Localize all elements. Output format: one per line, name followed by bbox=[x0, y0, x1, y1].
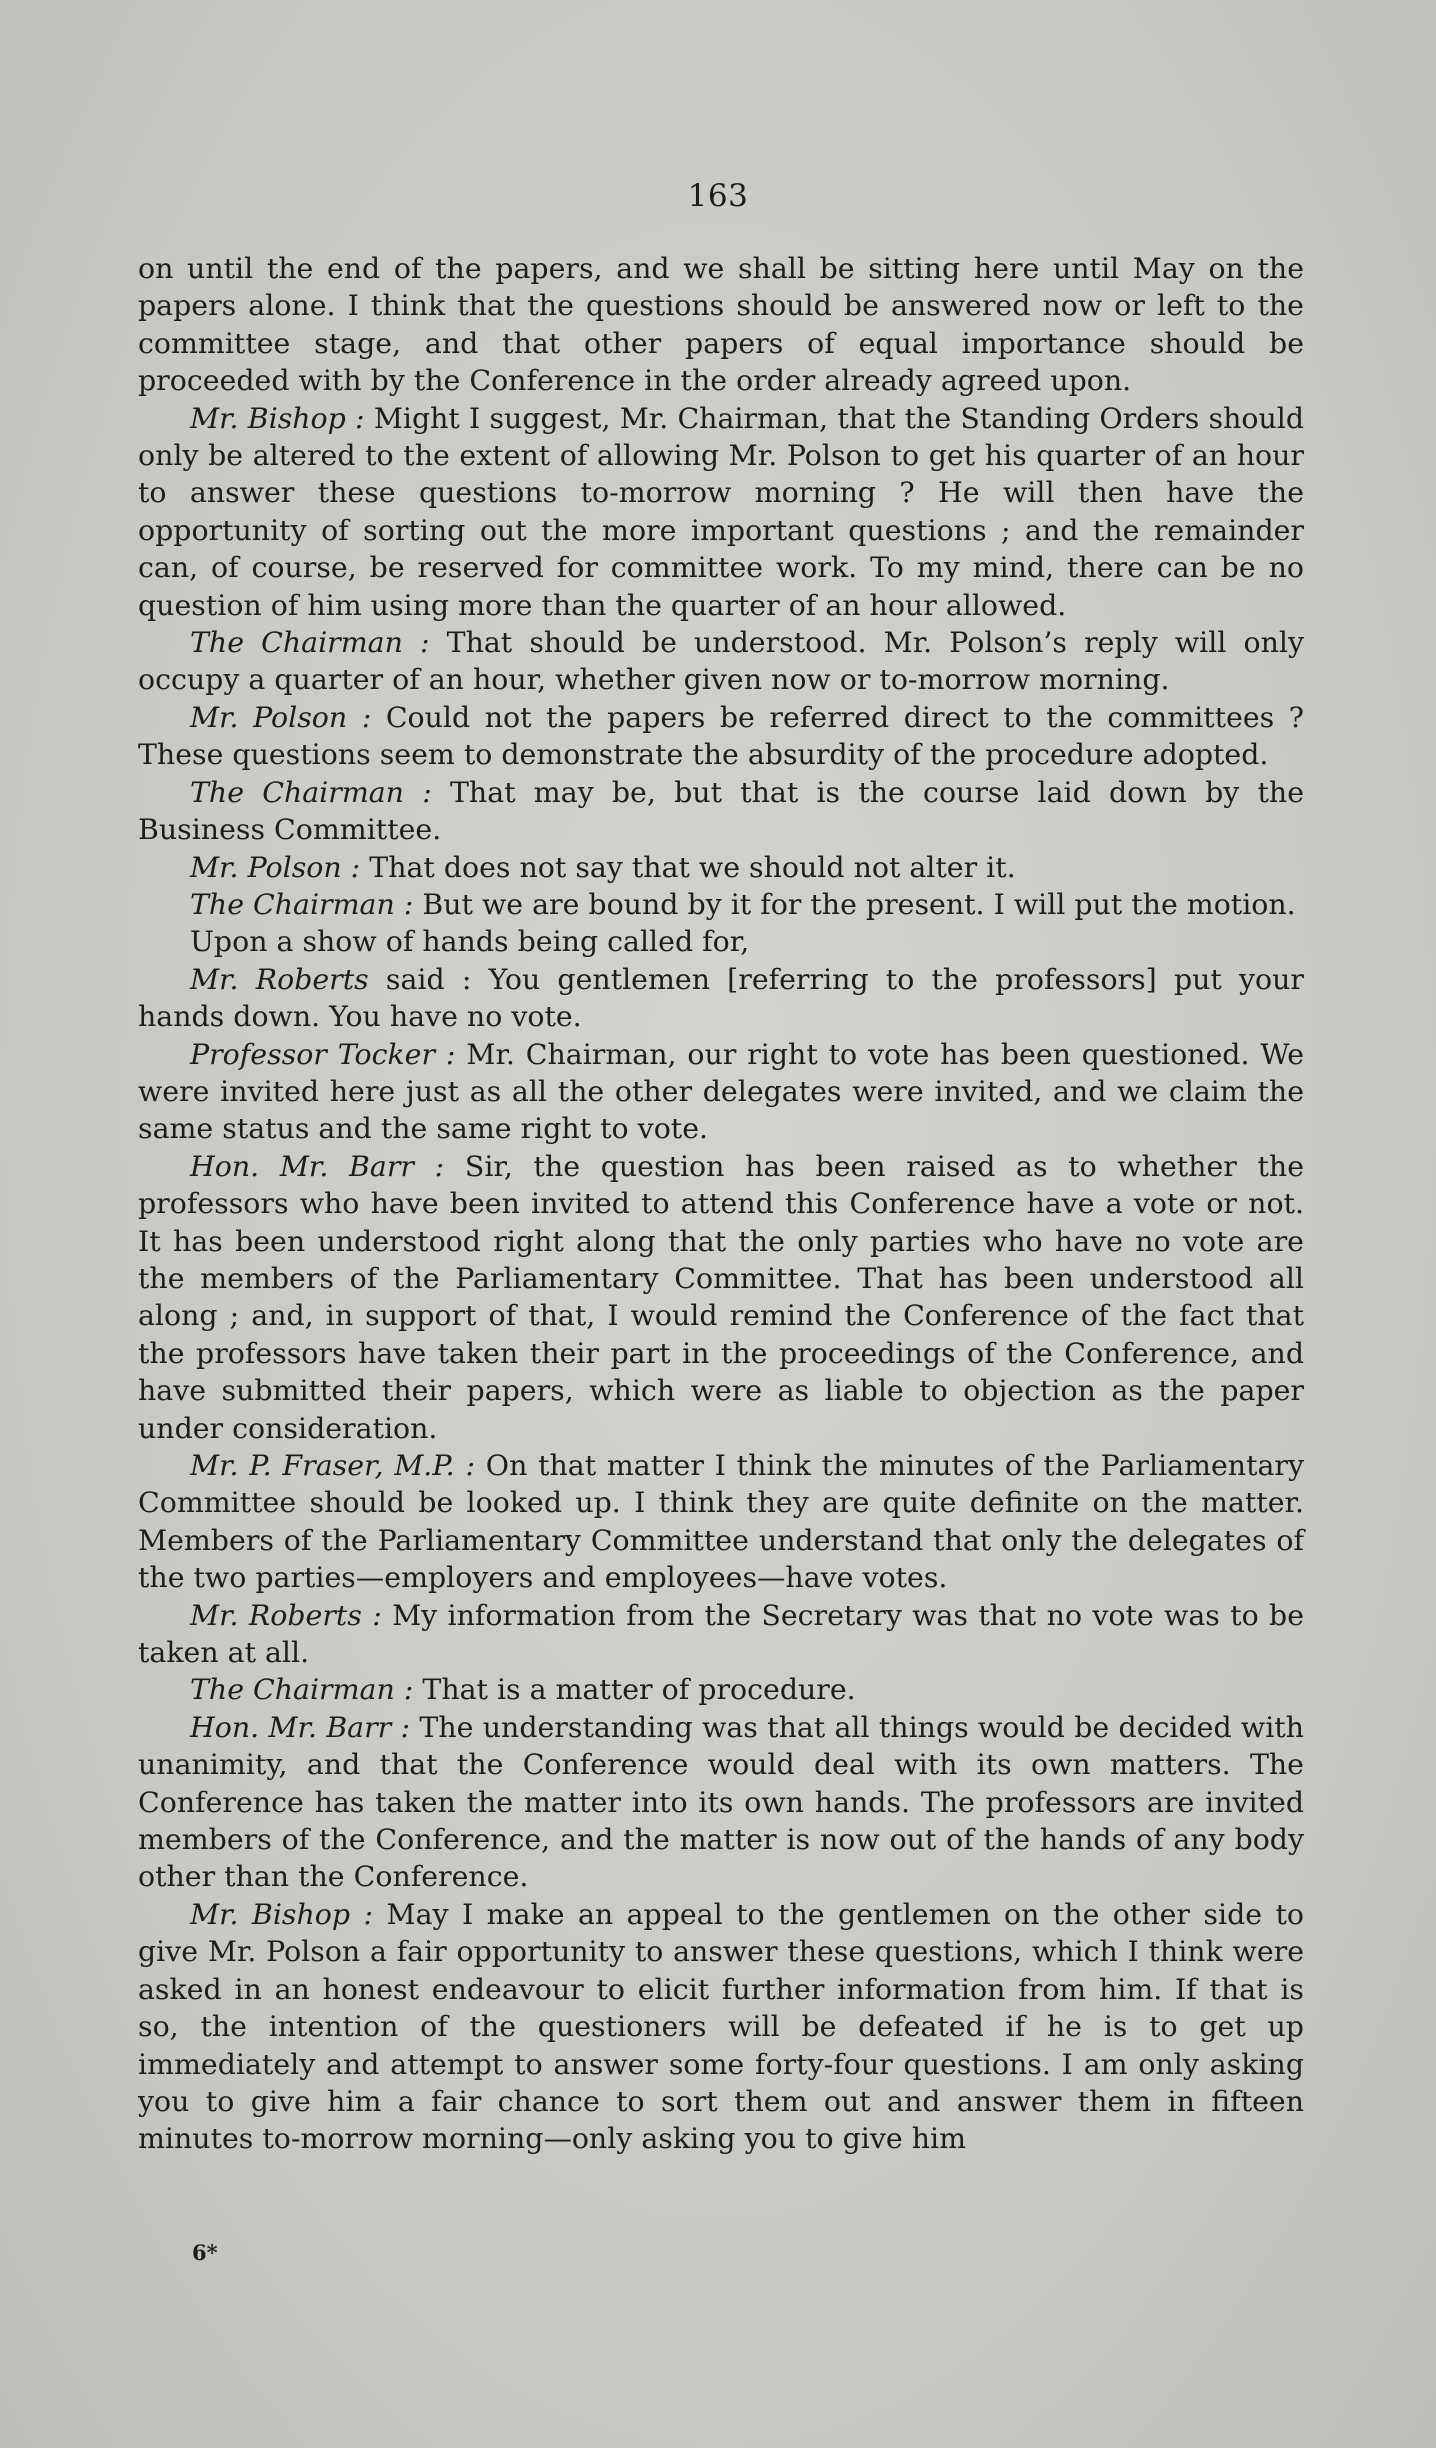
paragraph-text: on until the end of the papers, and we shall be sitting here until May on the papers alone. I think that the questions should be answered now or left to the committee stage, and that other papers of equal importance should be proceeded with by the Conference in the order already agreed upon. bbox=[138, 252, 1304, 398]
paragraph-text: Sir, the question has been raised as to whether the professors who have been invited to attend this Conference have a vote or not. It has been understood right along that the only parties who have no vote are the members of the Parliamentary Committee. That has been understood all along ; and, in support of that, I would remind the Conference of the fact that the professors have taken their part in the proceedings of the Conference, and have submitted their papers, which were as liable to objection as the paper under consideration. bbox=[138, 1149, 1305, 1445]
paragraph-9 bbox=[138, 1036, 1304, 1148]
speaker: Mr. Bishop : bbox=[190, 1897, 374, 1931]
paragraph-8 bbox=[138, 961, 1304, 1036]
paragraph-5 bbox=[138, 849, 1304, 886]
speaker: Mr. Polson : bbox=[190, 700, 372, 734]
speaker: The Chairman : bbox=[190, 775, 432, 809]
speaker: Professor Tocker : bbox=[190, 1037, 456, 1071]
paragraph-text: Might I suggest, Mr. Chairman, that the Standing Orders should only be altered to the extent of allowing Mr. Polson to get his quarter of an hour to answer these questions to-morrow morning ? He will then have the opportunity of sorting out the more important questions ; and the remainder can, of course, be reserved for committee work. To my mind, there can be no question of him using more than the quarter of an hour allowed. bbox=[138, 401, 1304, 622]
paragraph-0 bbox=[138, 250, 1304, 400]
paragraph-text: That is a matter of procedure. bbox=[413, 1673, 856, 1707]
paragraph-11 bbox=[138, 1447, 1304, 1597]
signature-mark: 6* bbox=[192, 2240, 218, 2265]
paragraph-13 bbox=[138, 1671, 1304, 1708]
paragraph-text: Mr. Chairman, our right to vote has been questioned. We were invited here just as all the other delegates were invited, and we claim the same status and the same right to vote. bbox=[138, 1037, 1305, 1146]
paragraph-1 bbox=[138, 400, 1304, 624]
paragraph-4 bbox=[138, 774, 1304, 849]
paragraph-6 bbox=[138, 886, 1304, 923]
body-text bbox=[138, 250, 1304, 2158]
speaker: Mr. P. Fraser, M.P. : bbox=[190, 1449, 476, 1482]
paragraph-7 bbox=[138, 923, 1304, 960]
paragraph-text: That should be understood. Mr. Polson’s reply will only occupy a quarter of an hour, whether given now or to-morrow morning. bbox=[138, 626, 1304, 697]
speaker: The Chairman : bbox=[190, 626, 430, 660]
speaker: Mr. Roberts bbox=[190, 962, 369, 996]
paragraph-text: But we are bound by it for the present. I will put the motion. bbox=[413, 887, 1296, 921]
paragraph-text: Could not the papers be referred direct to the committees ? These questions seem to demonstrate the absurdity of the procedure adopted. bbox=[138, 700, 1304, 772]
paragraph-text: That does not say that we should not alter it. bbox=[360, 850, 1016, 884]
paragraph-text: On that matter I think the minutes of the Parliamentary Committee should be looked up. I think they are quite definite on the matter. Members of the Parliamentary Committee understand that only the delegates of the two parties—employers and employees—have votes. bbox=[138, 1449, 1305, 1595]
paragraph-text: That may be, but that is the course laid down by the Business Committee. bbox=[138, 775, 1304, 847]
paragraph-15 bbox=[138, 1896, 1304, 2158]
paragraph-10 bbox=[138, 1148, 1304, 1447]
speaker: The Chairman : bbox=[190, 1673, 414, 1707]
speaker: The Chairman : bbox=[190, 887, 414, 921]
page-number: 163 bbox=[687, 178, 749, 214]
speaker: Mr. Polson : bbox=[190, 850, 361, 884]
speaker: Mr. Bishop : bbox=[190, 401, 365, 435]
speaker: Hon. Mr. Barr : bbox=[190, 1710, 411, 1744]
speaker: Hon. Mr. Barr : bbox=[190, 1149, 445, 1183]
speaker: Mr. Roberts : bbox=[190, 1598, 382, 1632]
paragraph-2 bbox=[138, 624, 1304, 699]
paragraph-text: said : You gentlemen [referring to the professors] put your hands down. You have no vote. bbox=[138, 962, 1304, 1034]
paragraph-text: Upon a show of hands being called for, bbox=[190, 925, 750, 959]
paragraph-text: May I make an appeal to the gentlemen on the other side to give Mr. Polson a fair opportunity to answer these questions, which I think were asked in an honest endeavour to elicit further information from him. If that is so, the intention of the questioners will be defeated if he is to get up immediately and attempt to answer some forty-four questions. I am only asking you to give him a fair chance to sort them out and answer them in fifteen minutes to-morrow morning—only asking you to give him bbox=[138, 1897, 1304, 2156]
paragraph-text: The understanding was that all things would be decided with unanimity, and that the Conference would deal with its own matters. The Conference has taken the matter into its own hands. The professors are invited members of the Conference, and the matter is now out of the hands of any body other than the Conference. bbox=[138, 1710, 1305, 1894]
paragraph-text: My information from the Secretary was that no vote was to be taken at all. bbox=[138, 1598, 1304, 1670]
paragraph-12 bbox=[138, 1597, 1304, 1672]
paragraph-3 bbox=[138, 699, 1304, 774]
paragraph-14 bbox=[138, 1709, 1304, 1896]
